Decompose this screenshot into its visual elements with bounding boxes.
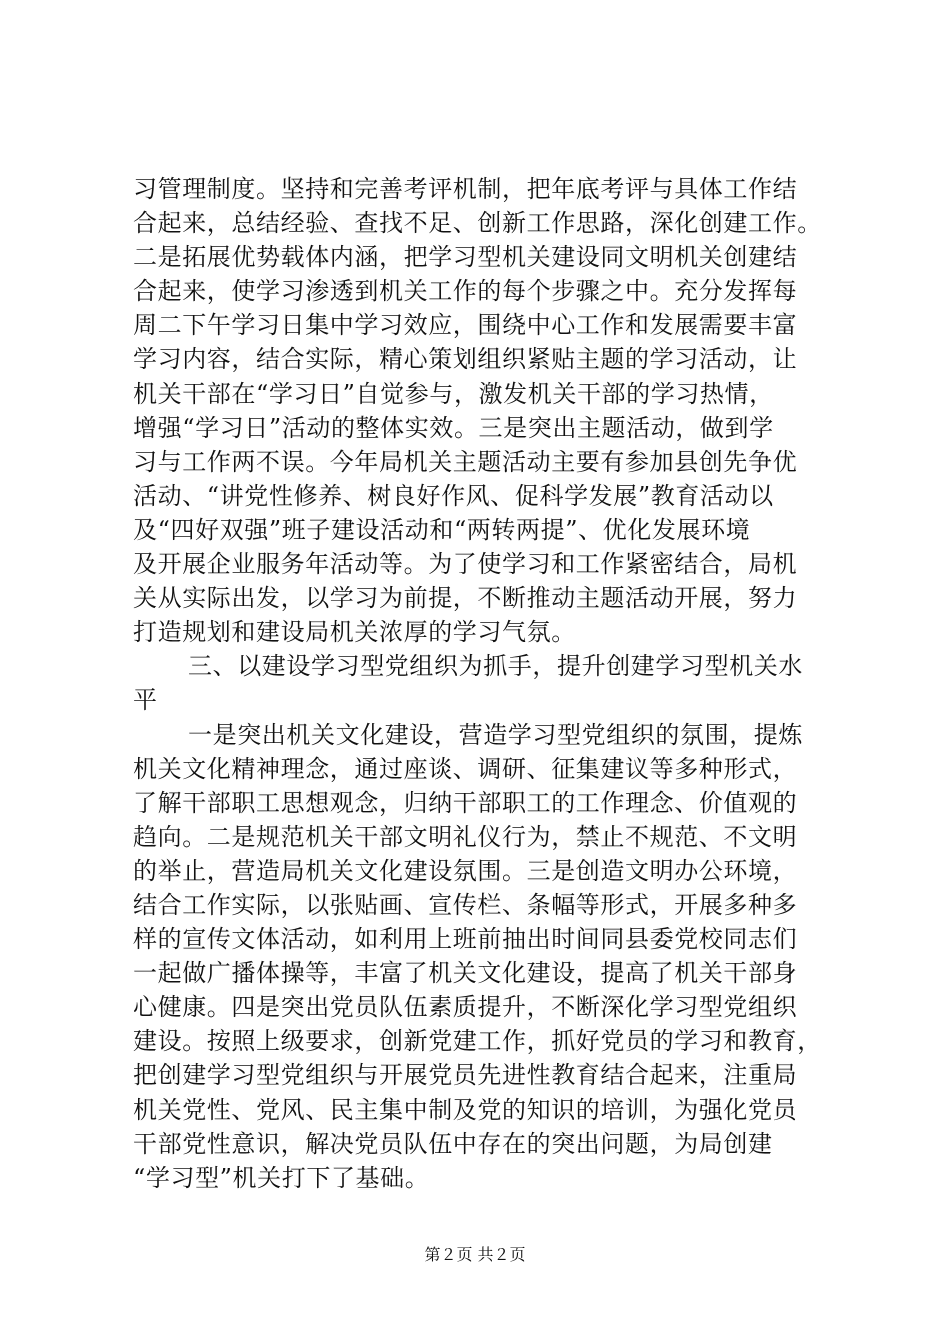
- page-number: 第２页 共２页: [424, 1245, 526, 1264]
- text-line: 机关文化精神理念，通过座谈、调研、征集建议等多种形式，: [133, 754, 798, 783]
- text-line: 一是突出机关文化建设，营造学习型党组织的氛围，提炼: [188, 720, 803, 749]
- text-line: 建设。按照上级要求，创新党建工作，抓好党员的学习和教育，: [133, 1027, 822, 1056]
- text-line: 心健康。四是突出党员队伍素质提升，不断深化学习型党组织: [133, 993, 798, 1022]
- text-line: 机关党性、党风、民主集中制及党的知识的培训，为强化党员: [133, 1095, 798, 1124]
- text-line: 及“四好双强”班子建设活动和“两转两提”、优化发展环境: [133, 515, 751, 544]
- text-line: 把创建学习型党组织与开展党员先进性教育结合起来，注重局: [133, 1061, 798, 1090]
- text-line: 习管理制度。坚持和完善考评机制，把年底考评与具体工作结: [133, 175, 798, 203]
- text-line: 及开展企业服务年活动等。为了使学习和工作紧密结合，局机: [133, 550, 798, 579]
- paragraph-work-practice: [133, 172, 833, 649]
- text-line: 二是拓展优势载体内涵，把学习型机关建设同文明机关创建结: [133, 243, 798, 272]
- section-heading-3: [133, 649, 833, 717]
- page-footer: [0, 1245, 950, 1265]
- text-line: 一起做广播体操等，丰富了机关文化建设，提高了机关干部身: [133, 959, 798, 988]
- text-line: 活动、“讲党性修养、树良好作风、促科学发展”教育活动以: [133, 481, 774, 510]
- text-line: 干部党性意识，解决党员队伍中存在的突出问题，为局创建: [133, 1129, 773, 1158]
- text-line: 的举止，营造局机关文化建设氛围。三是创造文明办公环境，: [133, 856, 798, 885]
- text-line: 学习内容，结合实际，精心策划组织紧贴主题的学习活动，让: [133, 345, 798, 374]
- text-line: 结合工作实际，以张贴画、宣传栏、条幅等形式，开展多种多: [133, 890, 798, 919]
- text-line: 习与工作两不误。今年局机关主题活动主要有参加县创先争优: [133, 447, 798, 476]
- paragraph-party-organization: [133, 718, 833, 1195]
- text-line: 增强“学习日”活动的整体实效。三是突出主题活动，做到学: [133, 413, 774, 442]
- document-body: [133, 172, 833, 1195]
- text-line: 关从实际出发，以学习为前提，不断推动主题活动开展，努力: [133, 584, 798, 613]
- text-line: 趋向。二是规范机关干部文明礼仪行为，禁止不规范、不文明: [133, 822, 798, 851]
- text-line: “学习型”机关打下了基础。: [133, 1163, 430, 1192]
- text-line: 合起来，总结经验、查找不足、创新工作思路，深化创建工作。: [133, 209, 822, 238]
- heading-line: 平: [133, 686, 158, 715]
- heading-line: 三、以建设学习型党组织为抓手，提升创建学习型机关水: [188, 652, 803, 681]
- text-line: 样的宣传文体活动，如利用上班前抽出时间同县委党校同志们: [133, 925, 798, 954]
- text-line: 机关干部在“学习日”自觉参与，激发机关干部的学习热情，: [133, 379, 774, 408]
- text-line: 打造规划和建设局机关浓厚的学习气氛。: [133, 618, 576, 647]
- text-line: 周二下午学习日集中学习效应，围绕中心工作和发展需要丰富: [133, 311, 798, 340]
- text-line: 了解干部职工思想观念，归纳干部职工的工作理念、价值观的: [133, 788, 798, 817]
- text-line: 合起来，使学习渗透到机关工作的每个步骤之中。充分发挥每: [133, 277, 798, 306]
